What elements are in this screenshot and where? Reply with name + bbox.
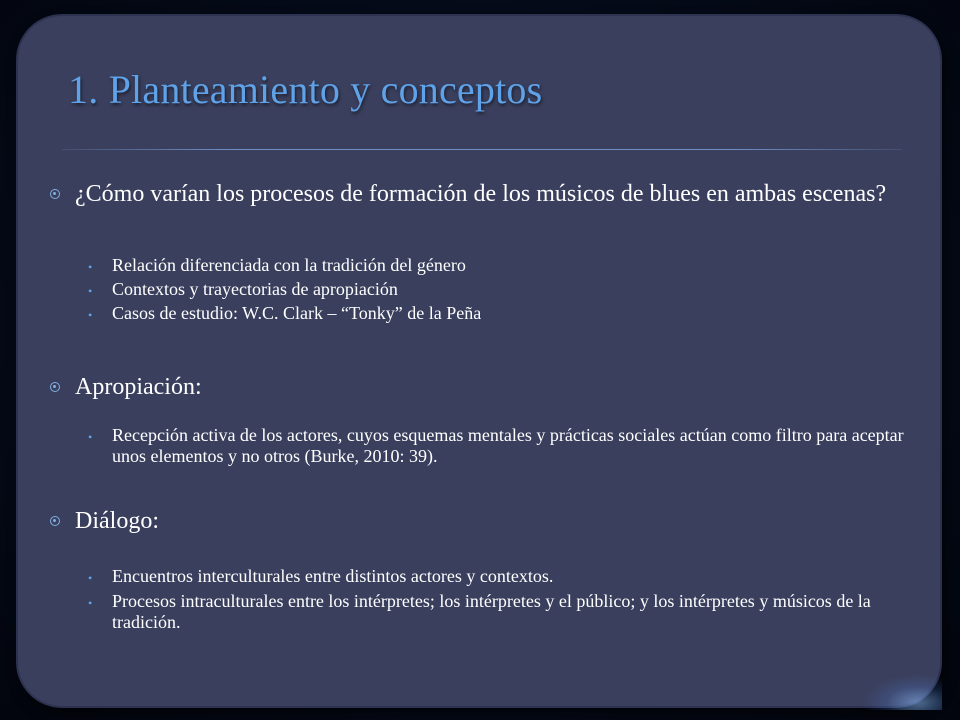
bullet-dot-icon: • [88,596,93,610]
sub-bullet [88,303,908,324]
sub-bullet-text: Relación diferenciada con la tradición del género [112,255,466,275]
bullet-text: ¿Cómo varían los procesos de formación de los músicos de blues en ambas escenas? [75,181,887,207]
title-divider [62,149,902,150]
bullet-dot-icon: • [88,571,93,585]
bullet-text: Diálogo: [75,508,159,534]
circled-dot-icon [50,516,60,526]
sub-bullet [88,255,908,276]
sub-bullet [88,425,908,467]
sub-bullet [88,279,908,300]
sub-bullet [88,566,908,587]
circled-dot-icon [50,382,60,392]
sub-bullet-text: Contextos y trayectorias de apropiación [112,279,398,299]
sub-bullet [88,591,908,633]
sub-bullet-text: Encuentros interculturales entre distintos actores y contextos. [112,566,554,586]
bullet-text: Apropiación: [75,374,202,400]
bullet-dot-icon: • [88,260,93,274]
bullet-dot-icon: • [88,430,93,444]
sub-bullet-text: Casos de estudio: W.C. Clark – “Tonky” de la Peña [112,303,482,323]
slide-title: 1. Planteamiento y conceptos [68,67,543,112]
corner-glow [862,674,942,710]
bullet-apropiacion [50,374,910,400]
sub-bullet-text: Procesos intraculturales entre los intérpretes; los intérpretes y el público; y los intérpretes y músicos de la tradición. [112,591,871,632]
sub-bullet-text: Recepción activa de los actores, cuyos esquemas mentales y prácticas sociales actúan como filtro para aceptar unos elementos y no otros (Burke, 2010: 39). [112,425,904,466]
bullet-dot-icon: • [88,308,93,322]
circled-dot-icon [50,189,60,199]
bullet-dialogo [50,508,910,534]
bullet-dot-icon: • [88,284,93,298]
bullet-formacion [50,181,910,207]
